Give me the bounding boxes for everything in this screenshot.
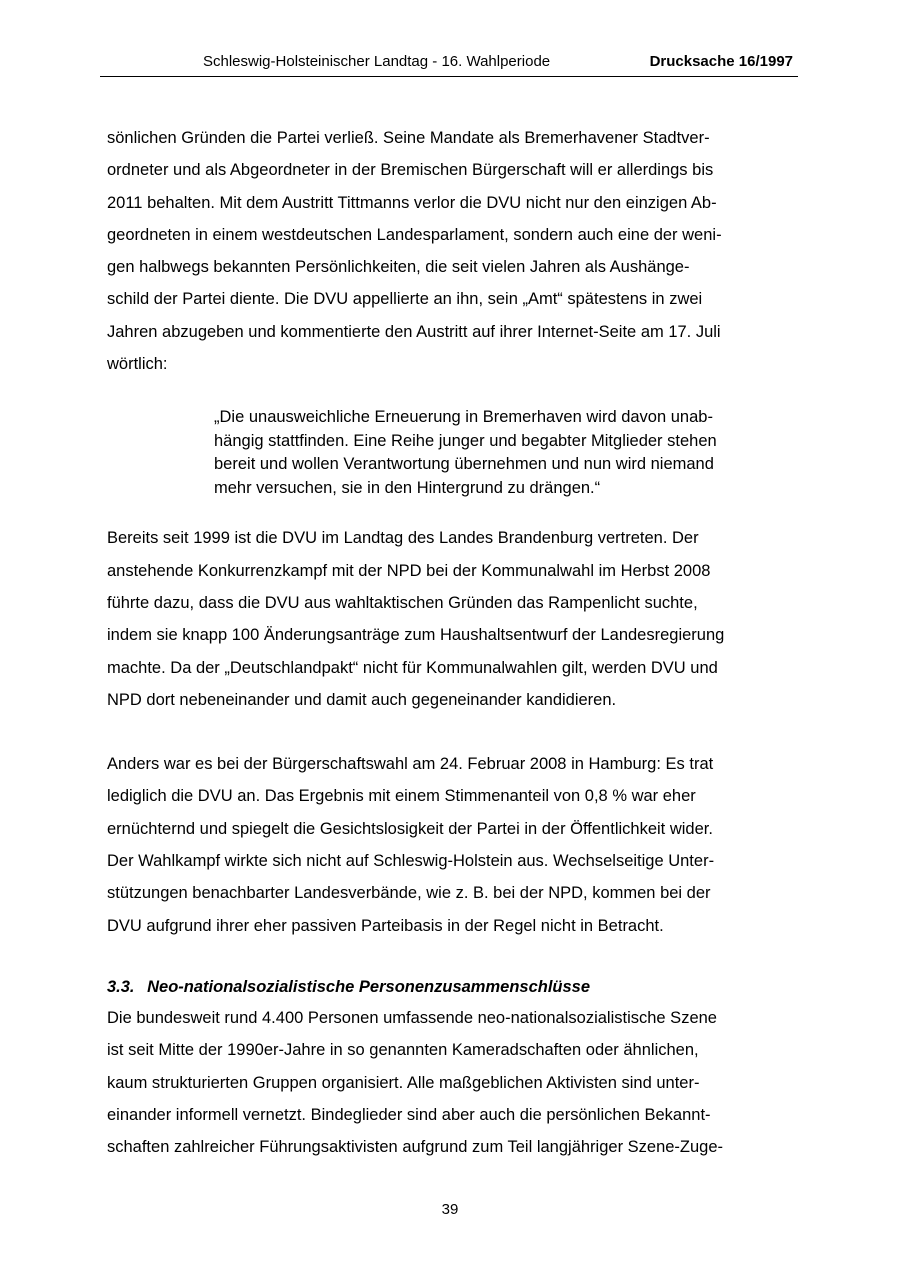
paragraph-3 xyxy=(107,748,797,942)
paragraph-4 xyxy=(107,1002,797,1163)
text-line: schaften zahlreicher Führungsaktivisten aufgrund zum Teil langjähriger Szene-Zuge- xyxy=(107,1138,724,1157)
text-line: führte dazu, dass die DVU aus wahltaktischen Gründen das Rampenlicht suchte, xyxy=(107,593,698,612)
document-reference: Drucksache 16/1997 xyxy=(649,53,793,70)
text-line: Jahren abzugeben und kommentierte den Austritt auf ihrer Internet-Seite am 17. Juli xyxy=(107,322,721,341)
text-line: Bereits seit 1999 ist die DVU im Landtag des Landes Brandenburg vertreten. Der xyxy=(107,529,699,548)
paragraph-2 xyxy=(107,522,797,716)
page-header xyxy=(100,52,798,77)
page-number: 39 xyxy=(441,1201,459,1218)
text-line: machte. Da der „Deutschlandpakt“ nicht für Kommunalwahlen gilt, werden DVU und xyxy=(107,658,718,677)
section-title: Neo-nationalsozialistische Personenzusammenschlüsse xyxy=(147,977,591,996)
page-content xyxy=(107,122,797,1163)
text-line: ordneter und als Abgeordneter in der Bremischen Bürgerschaft will er allerdings bis xyxy=(107,161,714,180)
text-line: lediglich die DVU an. Das Ergebnis mit einem Stimmenanteil von 0,8 % war eher xyxy=(107,787,696,806)
section-number: 3.3. xyxy=(107,977,135,996)
text-line: einander informell vernetzt. Bindeglieder sind aber auch die persönlichen Bekannt- xyxy=(107,1105,711,1124)
text-line: geordneten in einem westdeutschen Landesparlament, sondern auch eine der weni- xyxy=(107,225,722,244)
section-heading xyxy=(107,975,797,999)
quote-line: „Die unausweichliche Erneuerung in Bremerhaven wird davon unab- xyxy=(214,408,713,427)
header-title: Schleswig-Holsteinischer Landtag - 16. Wahlperiode xyxy=(203,53,551,70)
quote-line: mehr versuchen, sie in den Hintergrund zu drängen.“ xyxy=(214,478,601,497)
text-line: sönlichen Gründen die Partei verließ. Seine Mandate als Bremerhavener Stadtver- xyxy=(107,129,710,147)
quote-line: bereit und wollen Verantwortung übernehmen und nun wird niemand xyxy=(214,455,714,474)
text-line: DVU aufgrund ihrer eher passiven Parteibasis in der Regel nicht in Betracht. xyxy=(107,916,664,935)
text-line: Anders war es bei der Bürgerschaftswahl am 24. Februar 2008 in Hamburg: Es trat xyxy=(107,755,714,774)
text-line: schild der Partei diente. Die DVU appellierte an ihn, sein „Amt“ spätestens in zwei xyxy=(107,290,703,309)
block-quote xyxy=(214,406,794,500)
text-line: stützungen benachbarter Landesverbände, wie z. B. bei der NPD, kommen bei der xyxy=(107,884,711,903)
text-line: ist seit Mitte der 1990er-Jahre in so genannten Kameradschaften oder ähnlichen, xyxy=(107,1041,699,1060)
text-line: 2011 behalten. Mit dem Austritt Tittmanns verlor die DVU nicht nur den einzigen Ab- xyxy=(107,193,717,212)
text-line: Die bundesweit rund 4.400 Personen umfassende neo-nationalsozialistische Szene xyxy=(107,1008,717,1027)
text-line: anstehende Konkurrenzkampf mit der NPD bei der Kommunalwahl im Herbst 2008 xyxy=(107,561,711,580)
paragraph-1 xyxy=(107,122,797,380)
text-line: Der Wahlkampf wirkte sich nicht auf Schleswig-Holstein aus. Wechselseitige Unter- xyxy=(107,852,715,871)
text-line: ernüchternd und spiegelt die Gesichtslosigkeit der Partei in der Öffentlichkeit wider. xyxy=(107,819,713,838)
text-line: indem sie knapp 100 Änderungsanträge zum Haushaltsentwurf der Landesregierung xyxy=(107,626,725,645)
text-line: kaum strukturierten Gruppen organisiert. Alle maßgeblichen Aktivisten sind unter- xyxy=(107,1073,700,1092)
text-line: wörtlich: xyxy=(107,355,168,374)
text-line: NPD dort nebeneinander und damit auch gegeneinander kandidieren. xyxy=(107,690,617,709)
text-line: gen halbwegs bekannten Persönlichkeiten, die seit vielen Jahren als Aushänge- xyxy=(107,258,690,277)
quote-line: hängig stattfinden. Eine Reihe junger und begabter Mitglieder stehen xyxy=(214,431,717,450)
